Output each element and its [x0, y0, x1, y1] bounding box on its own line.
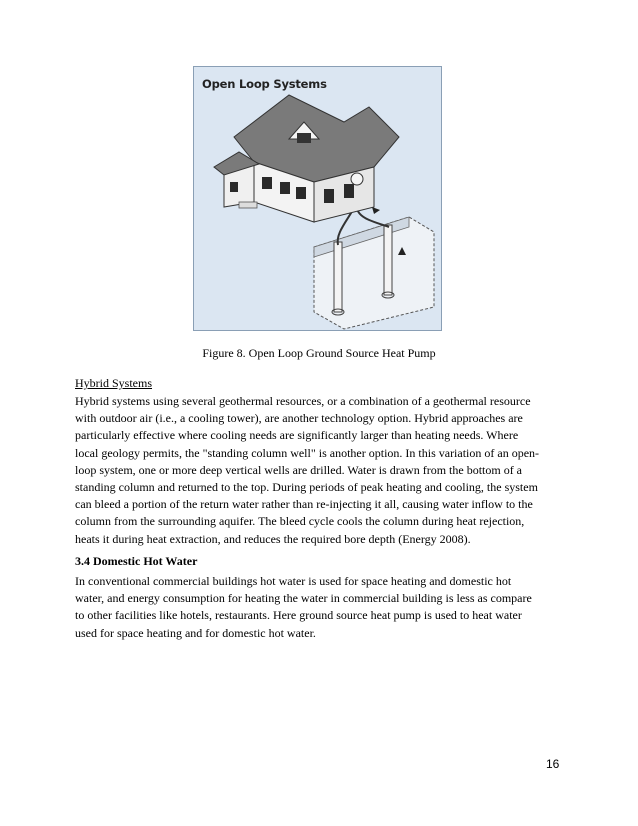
figure-title: Open Loop Systems — [202, 77, 327, 91]
page-number: 16 — [546, 757, 560, 771]
text-line: local geology permits, the "standing column well" is another option. In this variation of an open- — [75, 445, 540, 460]
open-loop-figure — [193, 66, 442, 331]
text-line: In conventional commercial buildings hot water is used for space heating and domestic hot — [75, 574, 512, 588]
text-line: water, and energy consumption for heating the water in commercial building is less as compare — [75, 591, 532, 606]
text-line: loop system, one or more deep vertical wells are drilled. Water is drawn from the bottom of a — [75, 462, 523, 477]
paragraph-domestic-hot-water — [75, 573, 570, 642]
text-line: used for space heating and for domestic hot water. — [75, 625, 316, 640]
section-heading-hybrid: Hybrid Systems — [75, 376, 153, 390]
text-line: particularly effective where cooling needs are significantly larger than heating needs. Where — [75, 428, 519, 443]
text-line: with outdoor air (i.e., a cooling tower), are another technology option. Hybrid approaches are — [75, 411, 523, 426]
paragraph-hybrid — [75, 393, 570, 548]
text-line: to other facilities like hotels, restaurants. Here ground source heat pump is used to heat water — [75, 608, 522, 623]
house-well-illustration — [194, 67, 443, 332]
text-line: standing column and returned to the top. During periods of peak heating and cooling, the system — [75, 480, 538, 495]
section-heading-domestic-hot-water: 3.4 Domestic Hot Water — [75, 554, 198, 568]
figure-caption: Figure 8. Open Loop Ground Source Heat Pump — [202, 346, 436, 360]
text-line: can bleed a portion of the return water rather than re-injecting it all, causing water inflow to the — [75, 497, 533, 512]
text-line: heats it during heat extraction, and reduces the required bore depth (Energy 2008). — [75, 531, 471, 546]
text-line: Hybrid systems using several geothermal resources, or a combination of a geothermal resource — [75, 394, 531, 408]
text-line: column from the surrounding aquifer. The bleed cycle cools the column during heat rejection, — [75, 514, 525, 529]
